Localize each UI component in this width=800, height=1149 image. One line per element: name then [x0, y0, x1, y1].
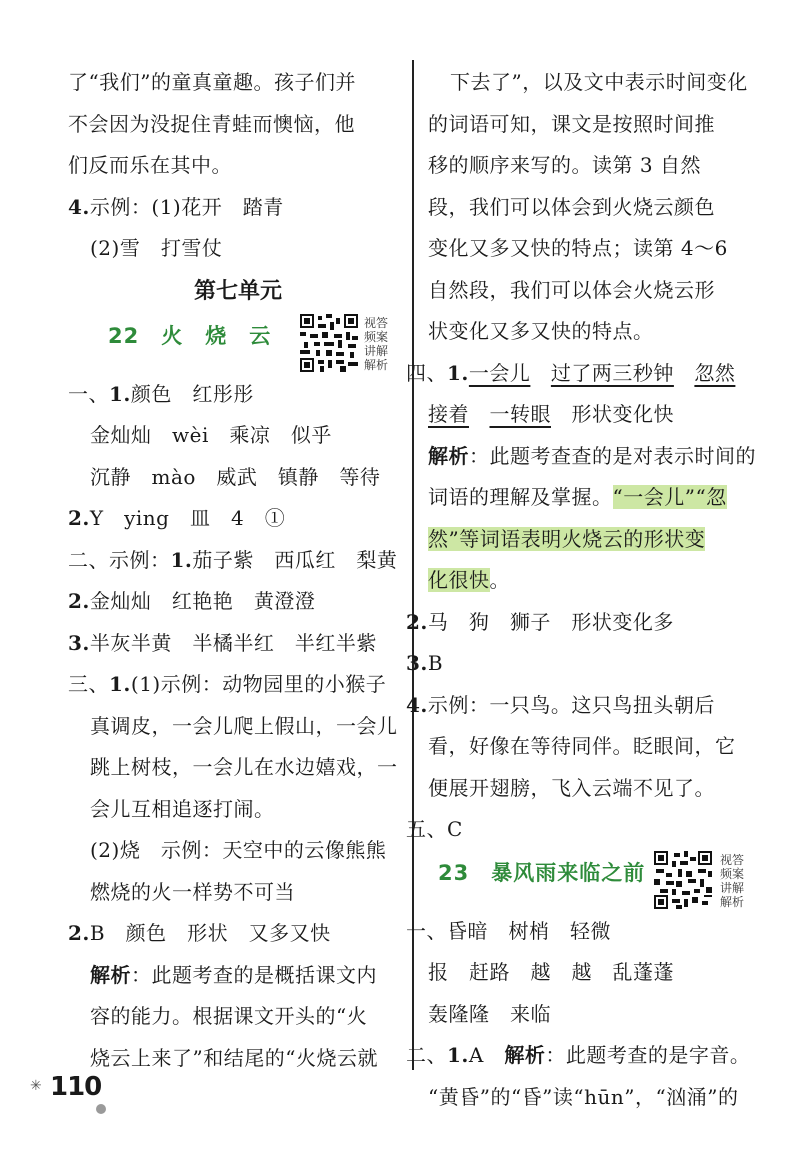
analysis-text: ：此题考查查的是对表示时间的: [469, 443, 756, 468]
text-line: 报 赶路 越 越 乱蓬蓬: [428, 960, 674, 984]
star-icon: ✳: [30, 1078, 42, 1094]
analysis-label: 解析: [90, 962, 131, 987]
text-line: [428, 519, 768, 561]
section-1-q1: [68, 374, 398, 416]
lesson-title: 23 暴风雨来临之前: [438, 860, 646, 885]
answer-text: 形状变化快: [551, 402, 674, 426]
underlined-word: 忽然: [694, 360, 736, 385]
analysis-label: 解析: [504, 1043, 546, 1067]
text-line: 燃烧的火一样势不可当: [90, 879, 295, 904]
text-line: “黄昏”的“昏”读“hūn”，“汹涌”的: [428, 1084, 739, 1109]
answer-text: 金灿灿 红艳艳 黄澄澄: [89, 589, 316, 613]
text-line: 的词语可知，课文是按照时间推: [428, 111, 715, 136]
lesson-22-header: [68, 314, 398, 374]
underlined-word: 一会儿: [468, 360, 531, 385]
text-line: 移的顺序来写的。读第 3 自然: [428, 153, 701, 177]
answer-4: [68, 187, 398, 229]
section-2-q2: [68, 581, 398, 623]
page-number: 110: [50, 1072, 102, 1102]
analysis-line: [428, 436, 768, 478]
answer-text: (1)示例：动物园里的小猴子: [130, 672, 387, 696]
answer-text: 马 狗 狮子 形状变化多: [427, 609, 674, 634]
analysis-line: [68, 955, 398, 997]
l23-section-2: [406, 1035, 768, 1077]
text-line: 不会因为没捉住青蛙而懊恼，他: [68, 111, 355, 136]
text-line: [428, 394, 768, 436]
qr-code-icon[interactable]: [654, 851, 712, 909]
answer-text: A: [468, 1043, 505, 1067]
answer-text: B 颜色 形状 又多又快: [89, 921, 331, 945]
text-line: 了“我们”的童真童趣。孩子们并: [68, 70, 356, 94]
question-number: 4.: [68, 194, 90, 219]
qr-code-icon[interactable]: [300, 314, 358, 372]
section-4-q2: [406, 602, 768, 644]
text-line: 会儿互相追逐打闹。: [90, 796, 275, 821]
answer-4-2: (2)雪 打雪仗: [90, 236, 223, 260]
section-2-q1: [68, 540, 398, 582]
highlighted-text: “一会儿”“忽: [612, 485, 727, 509]
section-1-q2: [68, 498, 398, 540]
section-4-q3: [406, 643, 768, 685]
answer-text: 示例：(1)花开 踏青: [89, 194, 284, 219]
answer-text: Y ying 皿 4 ①: [89, 506, 286, 530]
underlined-word: 接着: [428, 402, 469, 426]
section-label: 二、示例：: [68, 547, 171, 572]
section-label: 四、: [406, 360, 447, 385]
qr-caption: 视答频案讲解解析: [364, 315, 389, 372]
text-line: 金灿灿 wèi 乘凉 似乎: [90, 423, 332, 447]
underlined-word: 一转眼: [489, 402, 551, 426]
section-label: 三、: [68, 672, 109, 696]
analysis-label: 解析: [428, 443, 469, 468]
text-line: 变化又多又快的特点；读第 4～6: [428, 236, 728, 260]
question-number: 2.: [68, 506, 90, 530]
text-line: 跳上树枝，一会儿在水边嬉戏，一: [90, 755, 398, 779]
question-number: 1.: [109, 381, 131, 406]
text-line: 们反而乐在其中。: [68, 153, 232, 177]
text-line: 状变化又多又快的特点。: [428, 319, 654, 343]
text-line: 沉静 mào 威武 镇静 等待: [90, 464, 381, 489]
question-number: 1.: [109, 672, 131, 696]
unit-title: 第七单元: [193, 278, 282, 304]
text-line: 真调皮，一会儿爬上假山，一会儿: [90, 713, 398, 738]
section-4-q1: [406, 353, 768, 395]
question-number: 3.: [68, 630, 90, 655]
section-label: 一、: [68, 381, 109, 406]
section-3-q2: [68, 913, 398, 955]
l23-section-1: 一、昏暗 树梢 轻微: [406, 918, 611, 943]
section-5: 五、C: [406, 817, 463, 841]
text-line: [428, 477, 768, 519]
right-column: [406, 62, 768, 1118]
answer-text: 示例：一只鸟。这只鸟扭头朝后: [427, 692, 715, 717]
section-label: 二、: [406, 1043, 447, 1067]
answer-text: 茄子紫 西瓜红 梨黄: [192, 547, 398, 572]
lesson-23-header: [428, 851, 768, 911]
lesson-title: 22 火 烧 云: [108, 323, 272, 348]
section-4-q4: [406, 685, 768, 727]
analysis-text: 。: [489, 568, 510, 592]
answer-text: 颜色 红彤彤: [130, 381, 254, 406]
left-column: [68, 62, 398, 1079]
question-number: 1.: [170, 547, 193, 572]
text-line: 自然段，我们可以体会火烧云形: [428, 277, 715, 302]
dot-decoration: [96, 1104, 106, 1114]
text-line: (2)烧 示例：天空中的云像熊熊: [90, 838, 387, 862]
question-number: 3.: [406, 651, 428, 675]
analysis-text: 词语的理解及掌握。: [428, 485, 613, 509]
text-line: [428, 560, 768, 602]
question-number: 1.: [447, 360, 469, 385]
highlighted-text: 化很快: [428, 568, 490, 592]
text-line: 看，好像在等待同伴。眨眼间，它: [428, 734, 736, 758]
answer-text: B: [427, 651, 444, 675]
answer-text: 半灰半黄 半橘半红 半红半紫: [89, 630, 377, 655]
section-3-q1: [68, 664, 398, 706]
text-line: 下去了”，以及文中表示时间变化: [450, 70, 748, 94]
section-2-q3: [68, 623, 398, 665]
underlined-word: 过了两三秒钟: [550, 360, 674, 385]
question-number: 2.: [406, 609, 428, 634]
text-line: 轰隆隆 来临: [428, 1001, 551, 1026]
text-line: 便展开翅膀，飞入云端不见了。: [428, 775, 715, 800]
text-line: 容的能力。根据课文开头的“火: [90, 1004, 368, 1028]
text-line: 烧云上来了”和结尾的“火烧云就: [90, 1045, 378, 1070]
question-number: 2.: [68, 921, 90, 945]
question-number: 4.: [406, 692, 428, 717]
text-line: 段，我们可以体会到火烧云颜色: [428, 194, 715, 219]
question-number: 2.: [68, 589, 90, 613]
question-number: 1.: [447, 1043, 469, 1067]
highlighted-text: 然”等词语表明火烧云的形状变: [428, 526, 706, 551]
qr-caption: 视答频案讲解解析: [720, 852, 745, 909]
analysis-text: ：此题考查的是字音。: [545, 1043, 751, 1067]
analysis-text: ：此题考查的是概括课文内: [131, 962, 377, 987]
